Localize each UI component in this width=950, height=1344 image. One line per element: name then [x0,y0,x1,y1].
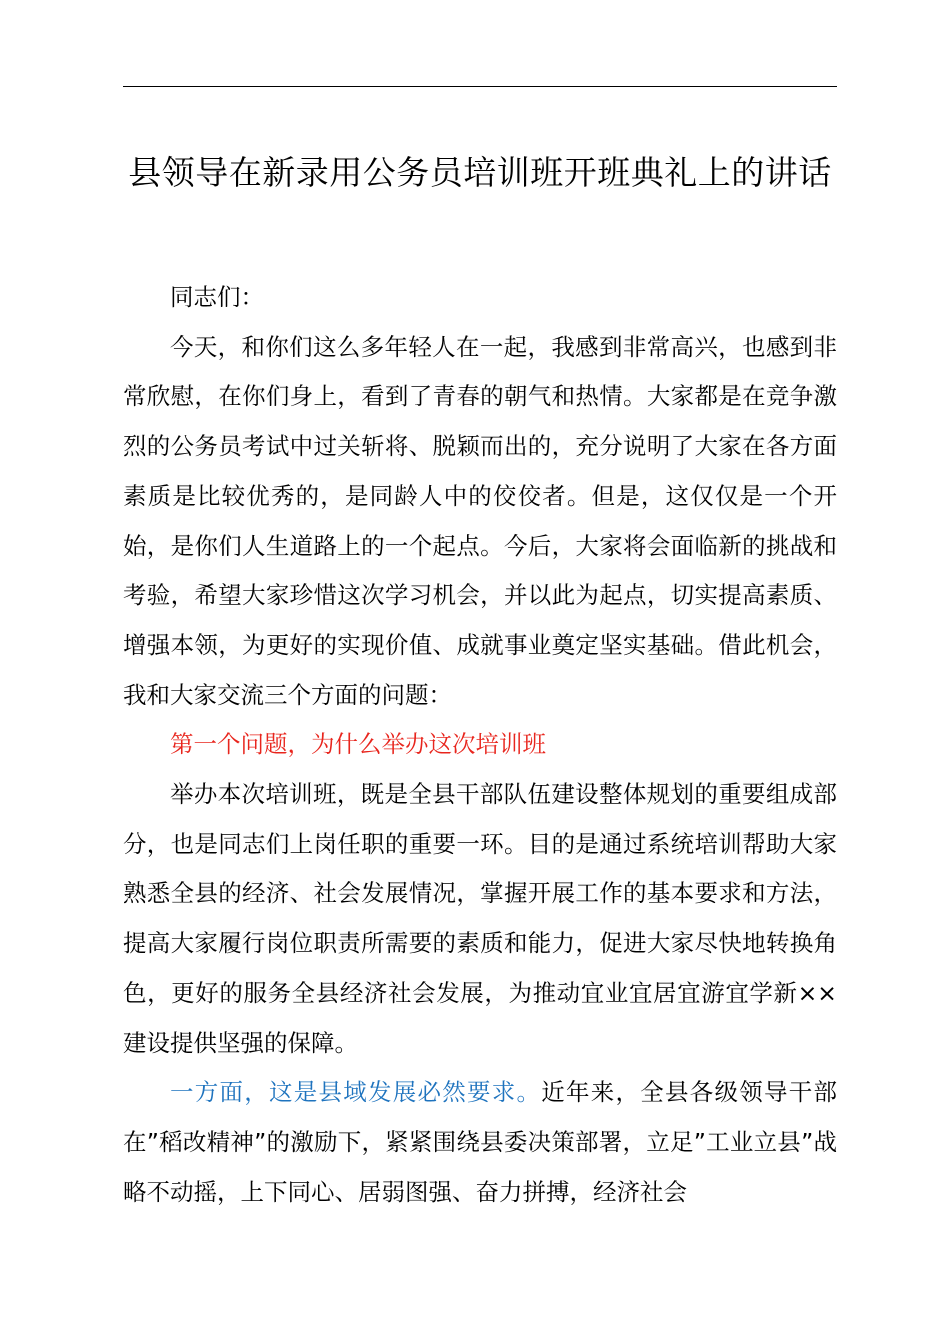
paragraph-development [123,1068,837,1217]
document-body [123,273,837,1217]
paragraph-intro: 今天，和你们这么多年轻人在一起，我感到非常高兴，也感到非常欣慰，在你们身上，看到了青春的朝气和热情。大家都是在竞争激烈的公务员考试中过关斩将、脱颖而出的，充分说明了大家在各方面素质是比较优秀的，是同龄人中的佼佼者。但是，这仅仅是一个开始，是你们人生道路上的一个起点。今后，大家将会面临新的挑战和考验，希望大家珍惜这次学习机会，并以此为起点，切实提高素质、增强本领，为更好的实现价值、成就事业奠定坚实基础。借此机会，我和大家交流三个方面的问题： [123,332,837,709]
section-heading-1: 第一个问题，为什么举办这次培训班 [170,730,546,759]
document-title: 县领导在新录用公务员培训班开班典礼上的讲话 [128,153,832,192]
salutation: 同志们： [170,283,264,311]
paragraph-development-text: 近年来，全县各级领导干部在”稻改精神”的激励下，紧紧围绕县委决策部署，立足”工业立县”战略不动摇，上下同心、居弱图强、奋力拼搏，经济社会 [123,1078,837,1206]
paragraph-purpose: 举办本次培训班，既是全县干部队伍建设整体规划的重要组成部分，也是同志们上岗任职的重要一环。目的是通过系统培训帮助大家熟悉全县的经济、社会发展情况，掌握开展工作的基本要求和方法，提高大家履行岗位职责所需要的素质和能力，促进大家尽快地转换角色，更好的服务全县经济社会发展，为推动宜业宜居宜游宜学新××建设提供坚强的保障。 [123,780,837,1057]
header-rule [123,86,837,87]
lead-sentence: 一方面，这是县域发展必然要求。 [170,1078,542,1107]
